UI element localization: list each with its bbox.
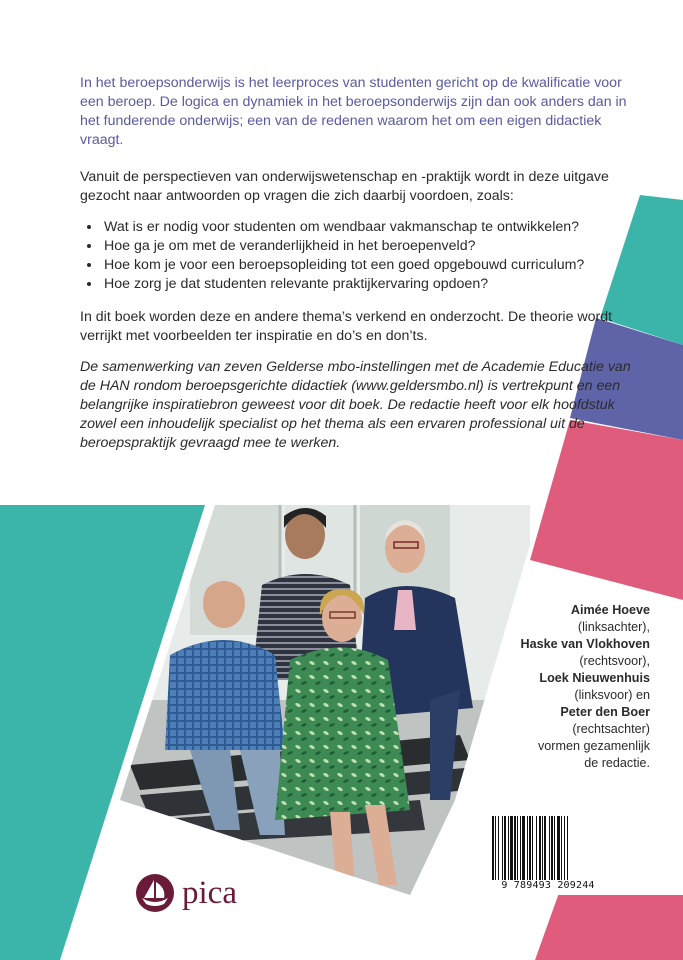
lead-paragraph: In het beroepsonderwijs is het leerproces van studenten gericht op de kwalificatie voor een beroep. De logica en dynamiek in het beroepsonderwijs zijn dan ook anders dan in het funderende onderwijs; een van de redenen waarom het om een eigen didactiek vraagt. — [80, 75, 627, 148]
caption-line: de redactie. — [584, 756, 650, 770]
barcode-bar — [495, 816, 496, 880]
editor-role: (rechtsvoor), — [579, 654, 650, 668]
editor-name: Peter den Boer — [560, 705, 650, 719]
isbn-digits: 9 789493 209244 — [493, 880, 603, 891]
barcode-bar — [520, 816, 521, 880]
barcode-bar — [564, 816, 565, 880]
barcode-bar — [544, 816, 546, 880]
editor-name: Haske van Vlokhoven — [520, 637, 650, 651]
barcode-bar — [551, 816, 553, 880]
barcode-bar — [532, 816, 533, 880]
barcode-bar — [522, 816, 525, 880]
barcode-bar — [504, 816, 506, 880]
editor-role: (linksvoor) en — [574, 688, 650, 702]
themes-paragraph: In dit boek worden deze en andere thema’s verkend en onderzocht. De theorie wordt verrijkt met voorbeelden ter inspiratie en do’s en don’ts. — [80, 309, 613, 344]
list-item: • Wat is er nodig voor studenten om wendbaar vakmanschap te ontwikkelen? — [102, 218, 640, 237]
barcode-bar — [517, 816, 518, 880]
barcode-bar — [536, 816, 537, 880]
intro-paragraph: Vanuit de perspectieven van onderwijswetenschap en -praktijk wordt in deze uitgave gezocht naar antwoorden op vragen die zich daarbij voordoen, zoals: — [80, 169, 609, 204]
barcode-bar — [498, 816, 499, 880]
list-item: • Hoe ga je om met de veranderlijkheid in het beroepenveld? — [102, 237, 640, 256]
barcode-bar — [510, 816, 513, 880]
barcode-bar — [508, 816, 509, 880]
barcode-bar — [529, 816, 531, 880]
editor-name: Loek Nieuwenhuis — [539, 671, 650, 685]
barcode-bar — [527, 816, 528, 880]
editor-role: (rechtsachter) — [572, 722, 650, 736]
barcode-bar — [557, 816, 560, 880]
collaboration-paragraph: De samenwerking van zeven Gelderse mbo-instellingen met de Academie Educatie van de HAN rondom beroepsgerichte didactiek (www.geldersmbo.nl) is vertrekpunt en een belangrijke inspiratiebron geweest voor dit boek. De redactie heeft voor elk hoofdstuk zowel een inhoudelijk specialist op het thema als een ervaren professional uit de beroepspraktijk gevraagd mee te werken. — [80, 359, 631, 451]
barcode-bar — [502, 816, 503, 880]
barcode-bar — [567, 816, 568, 880]
barcode-bar — [492, 816, 494, 880]
publisher-name: pica — [182, 874, 237, 911]
editors-caption — [470, 602, 650, 772]
editor-role: (linksachter), — [577, 620, 650, 634]
barcode-bar — [542, 816, 543, 880]
pica-ship-logo-icon — [134, 872, 176, 914]
barcode-bar — [549, 816, 550, 880]
barcode-bar — [554, 816, 555, 880]
isbn-barcode — [490, 814, 602, 880]
list-item: • Hoe zorg je dat studenten relevante praktijkervaring opdoen? — [102, 275, 640, 294]
barcode-bar — [561, 816, 562, 880]
list-item: • Hoe kom je voor een beroepsopleiding tot een goed opgebouwd curriculum? — [102, 256, 640, 275]
barcode-bar — [514, 816, 516, 880]
barcode-bar — [539, 816, 541, 880]
caption-line: vormen gezamenlijk — [538, 739, 650, 753]
editor-name: Aimée Hoeve — [570, 603, 650, 617]
publisher-logo — [134, 872, 237, 914]
